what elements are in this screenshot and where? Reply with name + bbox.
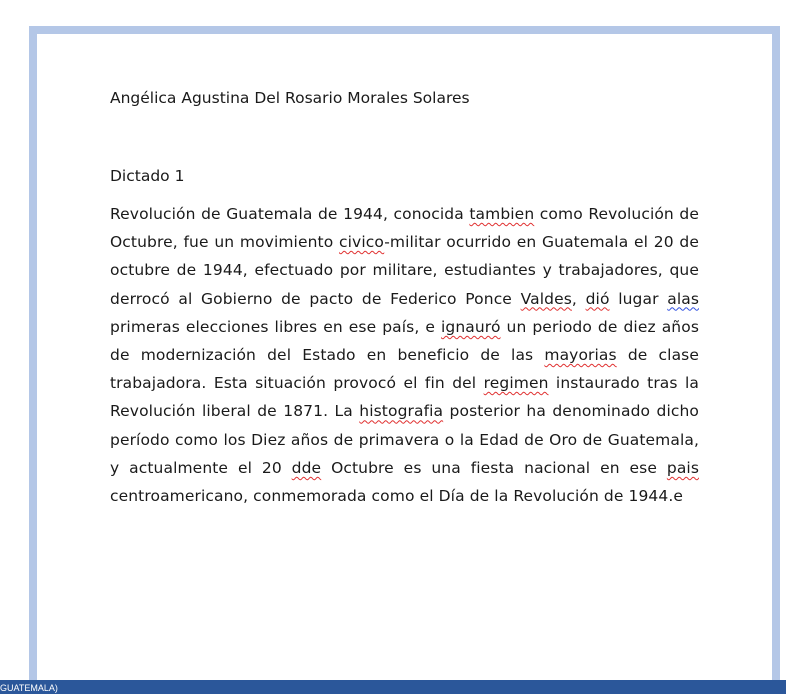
paragraph-text-run: Octubre es una fiesta nacional en ese xyxy=(321,458,667,477)
spelling-error-word[interactable]: regimen xyxy=(483,374,549,393)
paragraph-text-run: Revolución de Guatemala de 1944, conocida xyxy=(110,205,470,223)
spelling-error-word[interactable]: civico xyxy=(339,233,385,252)
paragraph-text-run: , xyxy=(571,289,586,308)
document-heading: Dictado 1 xyxy=(110,167,185,185)
spelling-error-word[interactable]: Valdes xyxy=(520,289,572,308)
spelling-error-word[interactable]: dde xyxy=(291,458,322,477)
spelling-error-word[interactable]: ignauró xyxy=(441,317,501,336)
document-content[interactable] xyxy=(110,84,699,510)
paragraph-text-run: un periodo de diez años de modernización del Estado en beneficio de las xyxy=(110,317,699,365)
grammar-error-word[interactable]: alas xyxy=(667,289,699,308)
paragraph-text-run: de clase trabajadora. Esta situación provocó el fin del xyxy=(110,346,699,393)
status-bar-label: GUATEMALA) xyxy=(0,683,58,693)
spelling-error-word[interactable]: pais xyxy=(666,458,699,477)
paragraph-text-run: centroamericano, conmemorada como el Día de la Revolución de 1944.e xyxy=(110,487,684,506)
spelling-error-word[interactable]: mayorias xyxy=(544,346,617,365)
status-bar xyxy=(0,680,786,694)
spelling-error-word[interactable]: tambien xyxy=(469,205,535,223)
spelling-error-word[interactable]: histografia xyxy=(359,402,444,421)
body-paragraph xyxy=(110,200,699,510)
paragraph-text-run: primeras elecciones libres en ese país, e xyxy=(110,317,442,336)
paragraph-text-run: lugar xyxy=(609,289,668,308)
author-name: Angélica Agustina Del Rosario Morales Solares xyxy=(110,89,470,107)
spelling-error-word[interactable]: dió xyxy=(585,289,610,308)
paragraph-text-run: como Revolución de Octubre, fue un movimiento xyxy=(110,205,699,252)
paragraph-text-run: instaurado tras la Revolución liberal de 1871. La xyxy=(110,374,699,421)
paragraph-text-run: posterior ha denominado dicho período como los Diez años de primavera o la Edad de Oro de Guatemala, y actualmente el 20 xyxy=(110,402,699,477)
paragraph-text-run: -militar ocurrido en Guatemala el 20 de octubre de 1944, efectuado por militare, estudiantes y trabajadores, que derrocó al Gobierno de pacto de Federico Ponce xyxy=(110,233,699,308)
